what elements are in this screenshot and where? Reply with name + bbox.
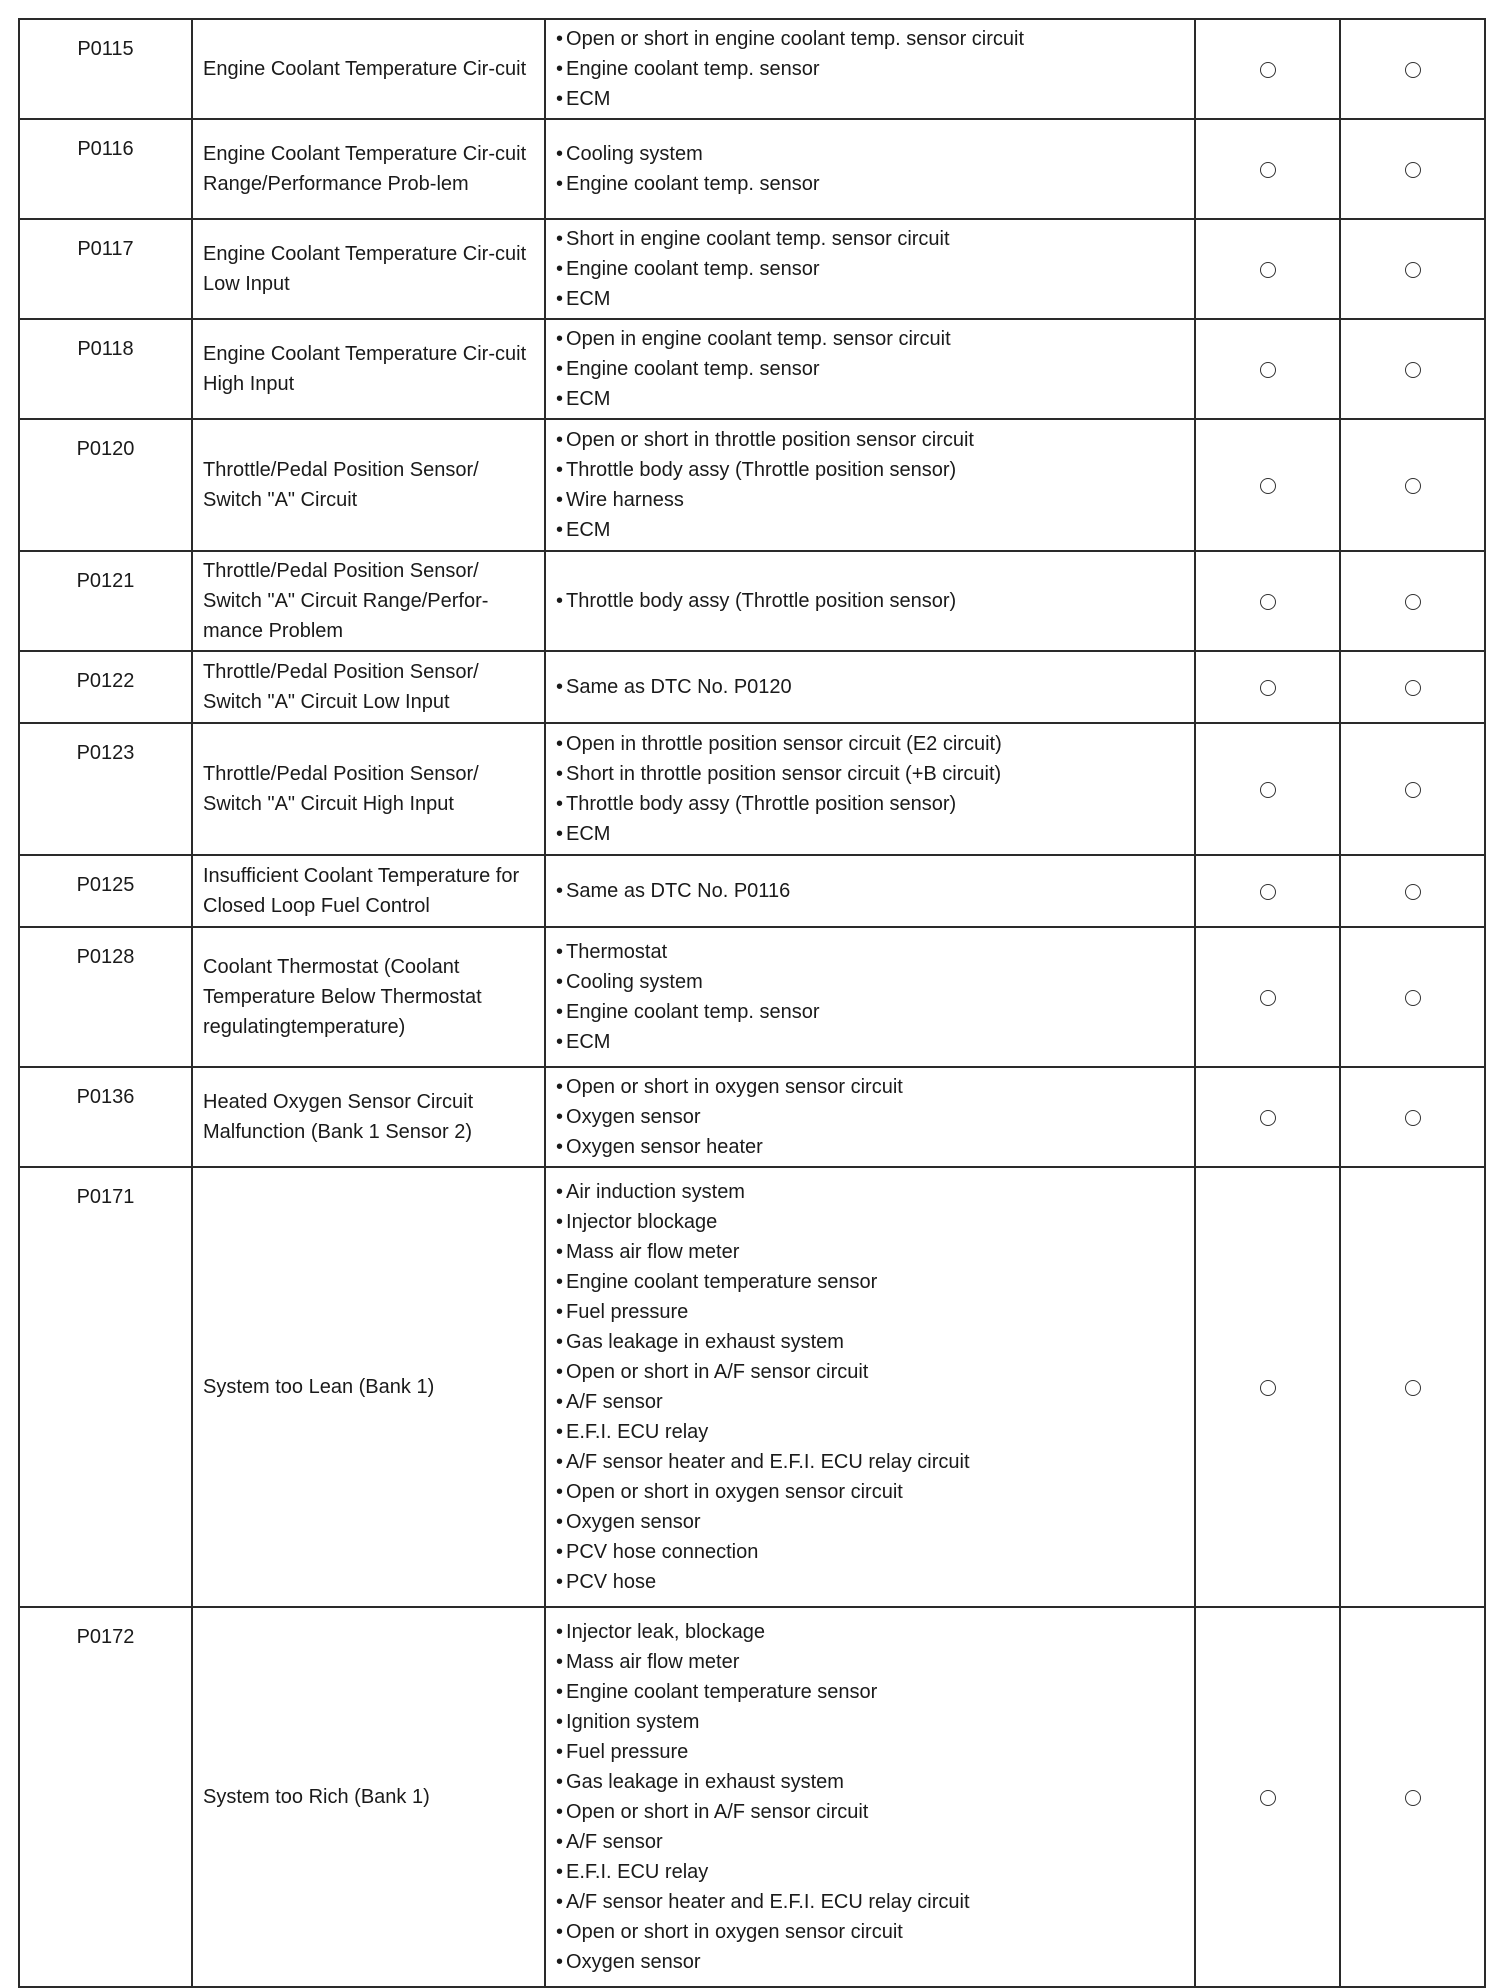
trouble-area-item [556,1737,1186,1767]
trouble-area-list [556,1177,1186,1597]
trouble-areas [545,723,1195,855]
trouble-area-text: Engine coolant temperature sensor [566,1681,878,1703]
trouble-area-item [556,1447,1186,1477]
trouble-area-item [556,139,1186,169]
memory-indicator-cell [1340,1167,1485,1607]
circle-icon [1405,362,1421,378]
trouble-area-text: Same as DTC No. P0120 [566,676,792,698]
dtc-code: P0117 [19,219,192,319]
trouble-area-list [556,672,1186,702]
table-row [19,927,1485,1067]
circle-icon [1405,990,1421,1006]
circle-icon [1260,1380,1276,1396]
circle-icon [1405,594,1421,610]
trouble-area-list [556,24,1186,114]
trouble-area-text: Injector blockage [566,1211,718,1233]
trouble-area-text: E.F.I. ECU relay [566,1421,709,1443]
trouble-area-text: Oxygen sensor [566,1106,701,1128]
table-row [19,419,1485,551]
mil-indicator-cell [1195,1607,1340,1987]
circle-icon [1260,884,1276,900]
circle-icon [1260,362,1276,378]
trouble-area-text: Fuel pressure [566,1741,689,1763]
trouble-area-item [556,729,1186,759]
memory-indicator-cell [1340,551,1485,651]
trouble-area-item [556,485,1186,515]
trouble-areas [545,1167,1195,1607]
circle-icon [1260,1110,1276,1126]
detection-item: Engine Coolant Temperature Cir-cuit Range/Performance Prob-lem [192,119,545,219]
memory-indicator-cell [1340,1607,1485,1987]
trouble-area-item [556,425,1186,455]
mil-indicator-cell [1195,651,1340,723]
trouble-area-item [556,1707,1186,1737]
mil-indicator-cell [1195,927,1340,1067]
memory-indicator-cell [1340,855,1485,927]
trouble-area-item [556,384,1186,414]
circle-icon [1405,680,1421,696]
trouble-area-text: Open in throttle position sensor circuit (E2 circuit) [566,733,1002,755]
trouble-area-item [556,54,1186,84]
dtc-code: P0120 [19,419,192,551]
trouble-area-text: Gas leakage in exhaust system [566,1771,844,1793]
dtc-code: P0172 [19,1607,192,1987]
trouble-area-text: Engine coolant temp. sensor [566,358,820,380]
trouble-areas [545,551,1195,651]
mil-indicator-cell [1195,319,1340,419]
dtc-code: P0128 [19,927,192,1067]
trouble-areas [545,927,1195,1067]
mil-indicator-cell [1195,855,1340,927]
trouble-area-item [556,1617,1186,1647]
trouble-area-text: A/F sensor [566,1391,663,1413]
trouble-area-text: Engine coolant temp. sensor [566,1001,820,1023]
circle-icon [1260,990,1276,1006]
trouble-area-item [556,284,1186,314]
trouble-area-text: Engine coolant temperature sensor [566,1271,878,1293]
trouble-area-item [556,1357,1186,1387]
trouble-area-list [556,324,1186,414]
mil-indicator-cell [1195,419,1340,551]
memory-indicator-cell [1340,927,1485,1067]
detection-item: Throttle/Pedal Position Sensor/ Switch "A" Circuit Range/Perfor-mance Problem [192,551,545,651]
table-row [19,119,1485,219]
trouble-area-item [556,967,1186,997]
trouble-area-item [556,672,1186,702]
trouble-area-list [556,937,1186,1057]
trouble-area-item [556,1237,1186,1267]
trouble-areas [545,319,1195,419]
trouble-area-text: Thermostat [566,941,668,963]
trouble-area-item [556,789,1186,819]
circle-icon [1260,262,1276,278]
detection-item: Engine Coolant Temperature Cir-cuit [192,19,545,119]
trouble-area-text: Gas leakage in exhaust system [566,1331,844,1353]
circle-icon [1260,478,1276,494]
table-row [19,1067,1485,1167]
trouble-area-text: A/F sensor heater and E.F.I. ECU relay circuit [566,1451,970,1473]
dtc-code: P0136 [19,1067,192,1167]
trouble-area-text: Short in throttle position sensor circuit (+B circuit) [566,763,1002,785]
trouble-areas [545,219,1195,319]
trouble-area-text: Injector leak, blockage [566,1621,766,1643]
table-row [19,723,1485,855]
trouble-area-item [556,1417,1186,1447]
trouble-area-item [556,1102,1186,1132]
detection-item: Throttle/Pedal Position Sensor/ Switch "A" Circuit High Input [192,723,545,855]
trouble-area-item [556,876,1186,906]
trouble-area-item [556,1027,1186,1057]
table-row [19,651,1485,723]
trouble-area-item [556,354,1186,384]
mil-indicator-cell [1195,219,1340,319]
circle-icon [1260,594,1276,610]
trouble-area-list [556,1072,1186,1162]
trouble-area-text: ECM [566,1031,611,1053]
trouble-area-text: Short in engine coolant temp. sensor circuit [566,228,950,250]
detection-item: Throttle/Pedal Position Sensor/ Switch "A" Circuit Low Input [192,651,545,723]
circle-icon [1405,162,1421,178]
trouble-area-text: Open or short in throttle position sensor circuit [566,429,974,451]
circle-icon [1260,1790,1276,1806]
trouble-area-item [556,1947,1186,1977]
trouble-areas [545,119,1195,219]
table-row [19,855,1485,927]
circle-icon [1405,478,1421,494]
trouble-area-item [556,759,1186,789]
trouble-area-text: Oxygen sensor heater [566,1136,763,1158]
dtc-table [18,18,1486,1988]
trouble-area-item [556,1207,1186,1237]
trouble-area-text: ECM [566,823,611,845]
trouble-area-list [556,586,1186,616]
memory-indicator-cell [1340,419,1485,551]
trouble-area-text: Mass air flow meter [566,1241,740,1263]
detection-item: Engine Coolant Temperature Cir-cuit Low Input [192,219,545,319]
table-row [19,319,1485,419]
trouble-area-text: Open or short in oxygen sensor circuit [566,1921,903,1943]
trouble-area-item [556,586,1186,616]
detection-item: System too Lean (Bank 1) [192,1167,545,1607]
trouble-area-text: Same as DTC No. P0116 [566,880,791,902]
dtc-code: P0171 [19,1167,192,1607]
trouble-area-item [556,1677,1186,1707]
trouble-area-text: Cooling system [566,971,703,993]
trouble-area-item [556,1567,1186,1597]
trouble-area-text: Engine coolant temp. sensor [566,173,820,195]
trouble-areas [545,855,1195,927]
trouble-area-list [556,876,1186,906]
circle-icon [1405,1110,1421,1126]
trouble-area-item [556,169,1186,199]
trouble-area-item [556,1072,1186,1102]
trouble-area-item [556,1327,1186,1357]
trouble-area-text: Open or short in A/F sensor circuit [566,1801,869,1823]
table-row [19,1167,1485,1607]
trouble-area-text: ECM [566,519,611,541]
trouble-area-item [556,1857,1186,1887]
mil-indicator-cell [1195,551,1340,651]
dtc-code: P0123 [19,723,192,855]
table-row [19,219,1485,319]
trouble-areas [545,1067,1195,1167]
trouble-area-text: ECM [566,288,611,310]
trouble-area-item [556,1132,1186,1162]
trouble-area-text: Open or short in oxygen sensor circuit [566,1481,903,1503]
memory-indicator-cell [1340,1067,1485,1167]
trouble-area-item [556,1917,1186,1947]
trouble-area-item [556,84,1186,114]
circle-icon [1405,1790,1421,1806]
trouble-area-list [556,224,1186,314]
trouble-area-text: Open or short in engine coolant temp. sensor circuit [566,28,1025,50]
trouble-area-item [556,1387,1186,1417]
trouble-area-item [556,1647,1186,1677]
trouble-area-text: A/F sensor [566,1831,663,1853]
trouble-area-item [556,1267,1186,1297]
trouble-area-text: ECM [566,388,611,410]
memory-indicator-cell [1340,723,1485,855]
trouble-area-item [556,1477,1186,1507]
trouble-area-item [556,1767,1186,1797]
circle-icon [1405,884,1421,900]
trouble-area-item [556,1827,1186,1857]
detection-item: Coolant Thermostat (Coolant Temperature Below Thermostat regulatingtemperature) [192,927,545,1067]
table-row [19,551,1485,651]
mil-indicator-cell [1195,19,1340,119]
trouble-area-text: Engine coolant temp. sensor [566,258,820,280]
mil-indicator-cell [1195,1167,1340,1607]
dtc-code: P0116 [19,119,192,219]
trouble-area-text: Open in engine coolant temp. sensor circuit [566,328,951,350]
trouble-area-item [556,937,1186,967]
trouble-area-text: PCV hose connection [566,1541,759,1563]
trouble-area-text: Throttle body assy (Throttle position sensor) [566,793,957,815]
trouble-area-item [556,224,1186,254]
trouble-area-text: Mass air flow meter [566,1651,740,1673]
trouble-area-item [556,1887,1186,1917]
dtc-table-body [19,19,1485,1987]
dtc-code: P0118 [19,319,192,419]
trouble-area-text: Oxygen sensor [566,1951,701,1973]
trouble-area-item [556,997,1186,1027]
trouble-area-text: Open or short in oxygen sensor circuit [566,1076,903,1098]
dtc-code: P0122 [19,651,192,723]
trouble-area-list [556,1617,1186,1977]
circle-icon [1260,62,1276,78]
trouble-area-text: Throttle body assy (Throttle position sensor) [566,590,957,612]
trouble-area-item [556,1537,1186,1567]
trouble-area-list [556,729,1186,849]
memory-indicator-cell [1340,119,1485,219]
trouble-area-item [556,1297,1186,1327]
trouble-area-text: Fuel pressure [566,1301,689,1323]
dtc-code: P0121 [19,551,192,651]
trouble-area-text: Air induction system [566,1181,745,1203]
circle-icon [1405,782,1421,798]
dtc-code: P0125 [19,855,192,927]
trouble-area-item [556,515,1186,545]
table-row [19,1607,1485,1987]
circle-icon [1260,680,1276,696]
trouble-area-item [556,1507,1186,1537]
circle-icon [1405,262,1421,278]
trouble-area-item [556,1177,1186,1207]
trouble-area-text: Cooling system [566,143,703,165]
trouble-areas [545,19,1195,119]
memory-indicator-cell [1340,219,1485,319]
trouble-area-item [556,24,1186,54]
circle-icon [1260,162,1276,178]
memory-indicator-cell [1340,319,1485,419]
trouble-area-text: Open or short in A/F sensor circuit [566,1361,869,1383]
trouble-area-text: Oxygen sensor [566,1511,701,1533]
trouble-area-text: ECM [566,88,611,110]
trouble-area-text: PCV hose [566,1571,657,1593]
mil-indicator-cell [1195,119,1340,219]
circle-icon [1260,782,1276,798]
circle-icon [1405,62,1421,78]
detection-item: Heated Oxygen Sensor Circuit Malfunction (Bank 1 Sensor 2) [192,1067,545,1167]
trouble-area-item [556,324,1186,354]
trouble-area-item [556,819,1186,849]
detection-item: Insufficient Coolant Temperature for Closed Loop Fuel Control [192,855,545,927]
trouble-areas [545,1607,1195,1987]
mil-indicator-cell [1195,1067,1340,1167]
detection-item: Throttle/Pedal Position Sensor/ Switch "A" Circuit [192,419,545,551]
memory-indicator-cell [1340,651,1485,723]
table-row [19,19,1485,119]
detection-item: System too Rich (Bank 1) [192,1607,545,1987]
dtc-code: P0115 [19,19,192,119]
trouble-area-text: Ignition system [566,1711,700,1733]
trouble-area-text: Engine coolant temp. sensor [566,58,820,80]
trouble-area-item [556,1797,1186,1827]
trouble-areas [545,651,1195,723]
trouble-area-list [556,425,1186,545]
trouble-area-text: E.F.I. ECU relay [566,1861,709,1883]
detection-item: Engine Coolant Temperature Cir-cuit High Input [192,319,545,419]
trouble-area-item [556,254,1186,284]
trouble-area-text: A/F sensor heater and E.F.I. ECU relay circuit [566,1891,970,1913]
mil-indicator-cell [1195,723,1340,855]
trouble-areas [545,419,1195,551]
trouble-area-item [556,455,1186,485]
memory-indicator-cell [1340,19,1485,119]
circle-icon [1405,1380,1421,1396]
trouble-area-text: Wire harness [566,489,684,511]
trouble-area-list [556,139,1186,199]
trouble-area-text: Throttle body assy (Throttle position sensor) [566,459,957,481]
